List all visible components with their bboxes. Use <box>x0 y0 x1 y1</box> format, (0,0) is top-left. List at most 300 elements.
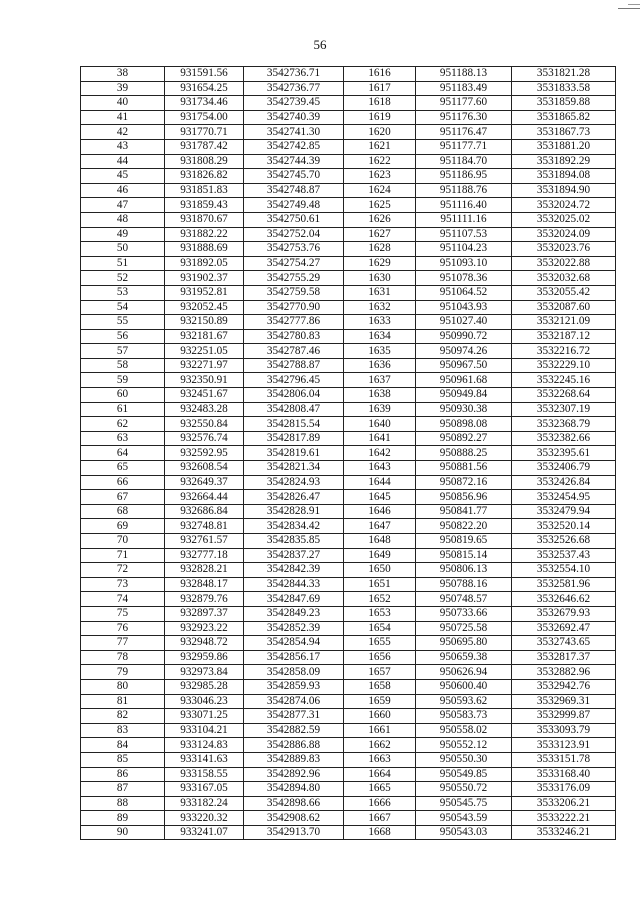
x-coordinate-right-cell: 950543.59 <box>416 811 512 826</box>
x-coordinate-right-cell: 951104.23 <box>416 242 512 257</box>
point-number-right-cell: 1635 <box>344 344 416 359</box>
x-coordinate-right-cell: 951184.70 <box>416 154 512 169</box>
x-coordinate-right-cell: 950550.72 <box>416 782 512 797</box>
y-coordinate-right-cell: 3532537.43 <box>512 548 616 563</box>
point-number-left-cell: 84 <box>81 738 165 753</box>
point-number-left-cell: 39 <box>81 81 165 96</box>
point-number-right-cell: 1616 <box>344 67 416 82</box>
y-coordinate-left-cell: 3542777.86 <box>244 315 344 330</box>
y-coordinate-left-cell: 3542882.59 <box>244 723 344 738</box>
x-coordinate-right-cell: 950881.56 <box>416 461 512 476</box>
x-coordinate-left-cell: 931787.42 <box>165 139 244 154</box>
point-number-left-cell: 87 <box>81 782 165 797</box>
point-number-left-cell: 54 <box>81 300 165 315</box>
table-row <box>81 723 616 738</box>
point-number-right-cell: 1626 <box>344 212 416 227</box>
point-number-left-cell: 45 <box>81 169 165 184</box>
y-coordinate-left-cell: 3542752.04 <box>244 227 344 242</box>
x-coordinate-right-cell: 950888.25 <box>416 446 512 461</box>
x-coordinate-left-cell: 932664.44 <box>165 490 244 505</box>
table-row <box>81 329 616 344</box>
x-coordinate-left-cell: 932828.21 <box>165 563 244 578</box>
table-row <box>81 81 616 96</box>
point-number-left-cell: 81 <box>81 694 165 709</box>
x-coordinate-left-cell: 932923.22 <box>165 621 244 636</box>
table-row <box>81 431 616 446</box>
point-number-right-cell: 1639 <box>344 402 416 417</box>
point-number-left-cell: 49 <box>81 227 165 242</box>
point-number-left-cell: 41 <box>81 110 165 125</box>
y-coordinate-left-cell: 3542859.93 <box>244 679 344 694</box>
table-row <box>81 796 616 811</box>
y-coordinate-right-cell: 3531894.08 <box>512 169 616 184</box>
x-coordinate-left-cell: 932608.54 <box>165 461 244 476</box>
x-coordinate-left-cell: 933141.63 <box>165 752 244 767</box>
y-coordinate-right-cell: 3531881.20 <box>512 139 616 154</box>
point-number-right-cell: 1618 <box>344 96 416 111</box>
y-coordinate-right-cell: 3532581.96 <box>512 577 616 592</box>
table-row <box>81 709 616 724</box>
x-coordinate-right-cell: 950822.20 <box>416 519 512 534</box>
table-row <box>81 300 616 315</box>
point-number-left-cell: 43 <box>81 139 165 154</box>
x-coordinate-right-cell: 951116.40 <box>416 198 512 213</box>
y-coordinate-right-cell: 3532692.47 <box>512 621 616 636</box>
x-coordinate-right-cell: 950550.30 <box>416 752 512 767</box>
point-number-left-cell: 70 <box>81 534 165 549</box>
point-number-left-cell: 55 <box>81 315 165 330</box>
point-number-right-cell: 1631 <box>344 285 416 300</box>
point-number-left-cell: 60 <box>81 388 165 403</box>
point-number-left-cell: 52 <box>81 271 165 286</box>
table-row <box>81 358 616 373</box>
table-row <box>81 752 616 767</box>
x-coordinate-right-cell: 951177.60 <box>416 96 512 111</box>
y-coordinate-left-cell: 3542815.54 <box>244 417 344 432</box>
x-coordinate-left-cell: 932350.91 <box>165 373 244 388</box>
y-coordinate-right-cell: 3532882.96 <box>512 665 616 680</box>
x-coordinate-left-cell: 932948.72 <box>165 636 244 651</box>
table-row <box>81 96 616 111</box>
y-coordinate-right-cell: 3533206.21 <box>512 796 616 811</box>
table-row <box>81 67 616 82</box>
table-row <box>81 592 616 607</box>
y-coordinate-left-cell: 3542913.70 <box>244 825 344 840</box>
coordinates-table-body <box>81 67 616 840</box>
x-coordinate-left-cell: 932271.97 <box>165 358 244 373</box>
y-coordinate-left-cell: 3542817.89 <box>244 431 344 446</box>
point-number-left-cell: 59 <box>81 373 165 388</box>
point-number-right-cell: 1640 <box>344 417 416 432</box>
y-coordinate-left-cell: 3542736.71 <box>244 67 344 82</box>
y-coordinate-left-cell: 3542808.47 <box>244 402 344 417</box>
point-number-left-cell: 73 <box>81 577 165 592</box>
point-number-right-cell: 1663 <box>344 752 416 767</box>
x-coordinate-right-cell: 950549.85 <box>416 767 512 782</box>
x-coordinate-left-cell: 931826.82 <box>165 169 244 184</box>
point-number-right-cell: 1660 <box>344 709 416 724</box>
point-number-left-cell: 67 <box>81 490 165 505</box>
x-coordinate-right-cell: 951183.49 <box>416 81 512 96</box>
table-row <box>81 490 616 505</box>
x-coordinate-right-cell: 950949.84 <box>416 388 512 403</box>
table-row <box>81 504 616 519</box>
point-number-left-cell: 50 <box>81 242 165 257</box>
point-number-right-cell: 1634 <box>344 329 416 344</box>
table-row <box>81 242 616 257</box>
y-coordinate-right-cell: 3531821.28 <box>512 67 616 82</box>
y-coordinate-right-cell: 3532121.09 <box>512 315 616 330</box>
x-coordinate-right-cell: 951188.76 <box>416 183 512 198</box>
x-coordinate-right-cell: 950892.27 <box>416 431 512 446</box>
y-coordinate-left-cell: 3542898.66 <box>244 796 344 811</box>
x-coordinate-left-cell: 932181.67 <box>165 329 244 344</box>
x-coordinate-left-cell: 932550.84 <box>165 417 244 432</box>
y-coordinate-left-cell: 3542806.04 <box>244 388 344 403</box>
x-coordinate-left-cell: 933220.32 <box>165 811 244 826</box>
x-coordinate-right-cell: 950930.38 <box>416 402 512 417</box>
y-coordinate-left-cell: 3542886.88 <box>244 738 344 753</box>
point-number-left-cell: 53 <box>81 285 165 300</box>
x-coordinate-right-cell: 950552.12 <box>416 738 512 753</box>
x-coordinate-left-cell: 931654.25 <box>165 81 244 96</box>
y-coordinate-right-cell: 3532479.94 <box>512 504 616 519</box>
x-coordinate-right-cell: 950600.40 <box>416 679 512 694</box>
point-number-left-cell: 89 <box>81 811 165 826</box>
point-number-right-cell: 1649 <box>344 548 416 563</box>
point-number-right-cell: 1664 <box>344 767 416 782</box>
x-coordinate-left-cell: 932777.18 <box>165 548 244 563</box>
point-number-left-cell: 66 <box>81 475 165 490</box>
x-coordinate-right-cell: 950543.03 <box>416 825 512 840</box>
y-coordinate-left-cell: 3542858.09 <box>244 665 344 680</box>
table-row <box>81 344 616 359</box>
y-coordinate-left-cell: 3542849.23 <box>244 606 344 621</box>
coordinates-table <box>80 66 616 840</box>
y-coordinate-right-cell: 3533123.91 <box>512 738 616 753</box>
x-coordinate-left-cell: 933182.24 <box>165 796 244 811</box>
table-row <box>81 738 616 753</box>
x-coordinate-right-cell: 950806.13 <box>416 563 512 578</box>
point-number-right-cell: 1656 <box>344 650 416 665</box>
point-number-left-cell: 40 <box>81 96 165 111</box>
table-row <box>81 767 616 782</box>
x-coordinate-left-cell: 932483.28 <box>165 402 244 417</box>
x-coordinate-right-cell: 950856.96 <box>416 490 512 505</box>
point-number-left-cell: 61 <box>81 402 165 417</box>
y-coordinate-left-cell: 3542854.94 <box>244 636 344 651</box>
point-number-right-cell: 1622 <box>344 154 416 169</box>
table-row <box>81 285 616 300</box>
point-number-right-cell: 1630 <box>344 271 416 286</box>
y-coordinate-right-cell: 3532817.37 <box>512 650 616 665</box>
table-row <box>81 388 616 403</box>
x-coordinate-right-cell: 950841.77 <box>416 504 512 519</box>
table-row <box>81 315 616 330</box>
y-coordinate-left-cell: 3542874.06 <box>244 694 344 709</box>
x-coordinate-left-cell: 931851.83 <box>165 183 244 198</box>
point-number-right-cell: 1661 <box>344 723 416 738</box>
table-row <box>81 665 616 680</box>
y-coordinate-right-cell: 3532307.19 <box>512 402 616 417</box>
x-coordinate-left-cell: 933167.05 <box>165 782 244 797</box>
x-coordinate-left-cell: 931882.22 <box>165 227 244 242</box>
y-coordinate-left-cell: 3542824.93 <box>244 475 344 490</box>
x-coordinate-right-cell: 951111.16 <box>416 212 512 227</box>
point-number-right-cell: 1648 <box>344 534 416 549</box>
table-row <box>81 650 616 665</box>
y-coordinate-right-cell: 3533093.79 <box>512 723 616 738</box>
table-row <box>81 811 616 826</box>
point-number-right-cell: 1658 <box>344 679 416 694</box>
y-coordinate-left-cell: 3542796.45 <box>244 373 344 388</box>
y-coordinate-right-cell: 3532024.72 <box>512 198 616 213</box>
x-coordinate-right-cell: 951078.36 <box>416 271 512 286</box>
y-coordinate-left-cell: 3542856.17 <box>244 650 344 665</box>
point-number-left-cell: 62 <box>81 417 165 432</box>
point-number-left-cell: 69 <box>81 519 165 534</box>
x-coordinate-right-cell: 950583.73 <box>416 709 512 724</box>
y-coordinate-right-cell: 3532554.10 <box>512 563 616 578</box>
x-coordinate-left-cell: 931888.69 <box>165 242 244 257</box>
x-coordinate-left-cell: 933241.07 <box>165 825 244 840</box>
y-coordinate-left-cell: 3542739.45 <box>244 96 344 111</box>
x-coordinate-left-cell: 933071.25 <box>165 709 244 724</box>
point-number-left-cell: 51 <box>81 256 165 271</box>
point-number-right-cell: 1645 <box>344 490 416 505</box>
point-number-left-cell: 38 <box>81 67 165 82</box>
y-coordinate-left-cell: 3542787.46 <box>244 344 344 359</box>
y-coordinate-right-cell: 3532032.68 <box>512 271 616 286</box>
table-row <box>81 825 616 840</box>
table-row <box>81 782 616 797</box>
x-coordinate-right-cell: 950733.66 <box>416 606 512 621</box>
x-coordinate-left-cell: 932251.05 <box>165 344 244 359</box>
y-coordinate-right-cell: 3533176.09 <box>512 782 616 797</box>
x-coordinate-right-cell: 951186.95 <box>416 169 512 184</box>
point-number-right-cell: 1624 <box>344 183 416 198</box>
y-coordinate-left-cell: 3542828.91 <box>244 504 344 519</box>
table-row <box>81 139 616 154</box>
y-coordinate-right-cell: 3532229.10 <box>512 358 616 373</box>
x-coordinate-left-cell: 932576.74 <box>165 431 244 446</box>
point-number-left-cell: 78 <box>81 650 165 665</box>
y-coordinate-right-cell: 3532087.60 <box>512 300 616 315</box>
x-coordinate-right-cell: 951027.40 <box>416 315 512 330</box>
y-coordinate-left-cell: 3542755.29 <box>244 271 344 286</box>
point-number-left-cell: 80 <box>81 679 165 694</box>
table-row <box>81 198 616 213</box>
y-coordinate-left-cell: 3542753.76 <box>244 242 344 257</box>
table-row <box>81 125 616 140</box>
y-coordinate-left-cell: 3542770.90 <box>244 300 344 315</box>
x-coordinate-left-cell: 931859.43 <box>165 198 244 213</box>
point-number-left-cell: 56 <box>81 329 165 344</box>
x-coordinate-left-cell: 932879.76 <box>165 592 244 607</box>
y-coordinate-right-cell: 3533246.21 <box>512 825 616 840</box>
table-row <box>81 154 616 169</box>
y-coordinate-right-cell: 3532526.68 <box>512 534 616 549</box>
page-number: 56 <box>313 37 327 52</box>
x-coordinate-left-cell: 932649.37 <box>165 475 244 490</box>
point-number-left-cell: 85 <box>81 752 165 767</box>
y-coordinate-right-cell: 3532025.02 <box>512 212 616 227</box>
y-coordinate-right-cell: 3532268.64 <box>512 388 616 403</box>
point-number-left-cell: 77 <box>81 636 165 651</box>
point-number-left-cell: 48 <box>81 212 165 227</box>
x-coordinate-left-cell: 933124.83 <box>165 738 244 753</box>
x-coordinate-left-cell: 933046.23 <box>165 694 244 709</box>
y-coordinate-right-cell: 3533222.21 <box>512 811 616 826</box>
x-coordinate-left-cell: 931808.29 <box>165 154 244 169</box>
point-number-left-cell: 76 <box>81 621 165 636</box>
point-number-right-cell: 1667 <box>344 811 416 826</box>
x-coordinate-left-cell: 932973.84 <box>165 665 244 680</box>
x-coordinate-right-cell: 950545.75 <box>416 796 512 811</box>
y-coordinate-right-cell: 3533151.78 <box>512 752 616 767</box>
point-number-right-cell: 1652 <box>344 592 416 607</box>
table-row <box>81 636 616 651</box>
y-coordinate-right-cell: 3531894.90 <box>512 183 616 198</box>
table-row <box>81 461 616 476</box>
x-coordinate-right-cell: 951188.13 <box>416 67 512 82</box>
y-coordinate-right-cell: 3531892.29 <box>512 154 616 169</box>
x-coordinate-right-cell: 950872.16 <box>416 475 512 490</box>
x-coordinate-right-cell: 950974.26 <box>416 344 512 359</box>
x-coordinate-right-cell: 951177.71 <box>416 139 512 154</box>
point-number-right-cell: 1651 <box>344 577 416 592</box>
y-coordinate-right-cell: 3532245.16 <box>512 373 616 388</box>
table-row <box>81 373 616 388</box>
y-coordinate-right-cell: 3532368.79 <box>512 417 616 432</box>
x-coordinate-left-cell: 931770.71 <box>165 125 244 140</box>
table-row <box>81 519 616 534</box>
x-coordinate-right-cell: 951064.52 <box>416 285 512 300</box>
x-coordinate-left-cell: 932686.84 <box>165 504 244 519</box>
point-number-right-cell: 1668 <box>344 825 416 840</box>
point-number-right-cell: 1621 <box>344 139 416 154</box>
point-number-left-cell: 90 <box>81 825 165 840</box>
x-coordinate-right-cell: 950967.50 <box>416 358 512 373</box>
x-coordinate-left-cell: 932848.17 <box>165 577 244 592</box>
table-row <box>81 446 616 461</box>
point-number-left-cell: 68 <box>81 504 165 519</box>
table-row <box>81 563 616 578</box>
point-number-left-cell: 82 <box>81 709 165 724</box>
table-row <box>81 548 616 563</box>
point-number-left-cell: 65 <box>81 461 165 476</box>
x-coordinate-right-cell: 950626.94 <box>416 665 512 680</box>
table-row <box>81 606 616 621</box>
point-number-left-cell: 83 <box>81 723 165 738</box>
y-coordinate-right-cell: 3531833.58 <box>512 81 616 96</box>
point-number-left-cell: 58 <box>81 358 165 373</box>
y-coordinate-left-cell: 3542788.87 <box>244 358 344 373</box>
y-coordinate-right-cell: 3532454.95 <box>512 490 616 505</box>
point-number-right-cell: 1619 <box>344 110 416 125</box>
point-number-right-cell: 1646 <box>344 504 416 519</box>
point-number-right-cell: 1632 <box>344 300 416 315</box>
point-number-left-cell: 86 <box>81 767 165 782</box>
x-coordinate-left-cell: 932748.81 <box>165 519 244 534</box>
x-coordinate-right-cell: 950961.68 <box>416 373 512 388</box>
y-coordinate-left-cell: 3542834.42 <box>244 519 344 534</box>
table-row <box>81 621 616 636</box>
x-coordinate-left-cell: 932451.67 <box>165 388 244 403</box>
y-coordinate-left-cell: 3542892.96 <box>244 767 344 782</box>
x-coordinate-right-cell: 951176.30 <box>416 110 512 125</box>
x-coordinate-left-cell: 931902.37 <box>165 271 244 286</box>
point-number-left-cell: 57 <box>81 344 165 359</box>
x-coordinate-left-cell: 931734.46 <box>165 96 244 111</box>
point-number-left-cell: 71 <box>81 548 165 563</box>
x-coordinate-left-cell: 933104.21 <box>165 723 244 738</box>
y-coordinate-left-cell: 3542759.58 <box>244 285 344 300</box>
y-coordinate-left-cell: 3542894.80 <box>244 782 344 797</box>
table-row <box>81 183 616 198</box>
y-coordinate-right-cell: 3532216.72 <box>512 344 616 359</box>
point-number-right-cell: 1623 <box>344 169 416 184</box>
y-coordinate-left-cell: 3542844.33 <box>244 577 344 592</box>
y-coordinate-left-cell: 3542749.48 <box>244 198 344 213</box>
y-coordinate-left-cell: 3542742.85 <box>244 139 344 154</box>
x-coordinate-left-cell: 932761.57 <box>165 534 244 549</box>
y-coordinate-right-cell: 3531859.88 <box>512 96 616 111</box>
x-coordinate-right-cell: 950748.57 <box>416 592 512 607</box>
table-row <box>81 402 616 417</box>
point-number-right-cell: 1617 <box>344 81 416 96</box>
point-number-right-cell: 1628 <box>344 242 416 257</box>
point-number-right-cell: 1629 <box>344 256 416 271</box>
point-number-right-cell: 1625 <box>344 198 416 213</box>
point-number-right-cell: 1659 <box>344 694 416 709</box>
x-coordinate-right-cell: 950815.14 <box>416 548 512 563</box>
y-coordinate-right-cell: 3532023.76 <box>512 242 616 257</box>
y-coordinate-left-cell: 3542780.83 <box>244 329 344 344</box>
x-coordinate-right-cell: 950990.72 <box>416 329 512 344</box>
x-coordinate-left-cell: 932150.89 <box>165 315 244 330</box>
point-number-right-cell: 1636 <box>344 358 416 373</box>
point-number-right-cell: 1655 <box>344 636 416 651</box>
table-row <box>81 417 616 432</box>
y-coordinate-left-cell: 3542736.77 <box>244 81 344 96</box>
y-coordinate-right-cell: 3532395.61 <box>512 446 616 461</box>
y-coordinate-left-cell: 3542842.39 <box>244 563 344 578</box>
table-row <box>81 110 616 125</box>
y-coordinate-left-cell: 3542847.69 <box>244 592 344 607</box>
table-row <box>81 534 616 549</box>
x-coordinate-right-cell: 950819.65 <box>416 534 512 549</box>
x-coordinate-left-cell: 932985.28 <box>165 679 244 694</box>
x-coordinate-left-cell: 931892.05 <box>165 256 244 271</box>
table-row <box>81 475 616 490</box>
y-coordinate-left-cell: 3542889.83 <box>244 752 344 767</box>
point-number-right-cell: 1665 <box>344 782 416 797</box>
table-row <box>81 679 616 694</box>
point-number-left-cell: 88 <box>81 796 165 811</box>
y-coordinate-right-cell: 3532406.79 <box>512 461 616 476</box>
table-row <box>81 694 616 709</box>
x-coordinate-right-cell: 951043.93 <box>416 300 512 315</box>
point-number-left-cell: 72 <box>81 563 165 578</box>
y-coordinate-left-cell: 3542877.31 <box>244 709 344 724</box>
y-coordinate-right-cell: 3531865.82 <box>512 110 616 125</box>
y-coordinate-right-cell: 3532999.87 <box>512 709 616 724</box>
page-edge-mark-line <box>628 4 640 5</box>
y-coordinate-right-cell: 3532022.88 <box>512 256 616 271</box>
y-coordinate-left-cell: 3542852.39 <box>244 621 344 636</box>
x-coordinate-right-cell: 951093.10 <box>416 256 512 271</box>
